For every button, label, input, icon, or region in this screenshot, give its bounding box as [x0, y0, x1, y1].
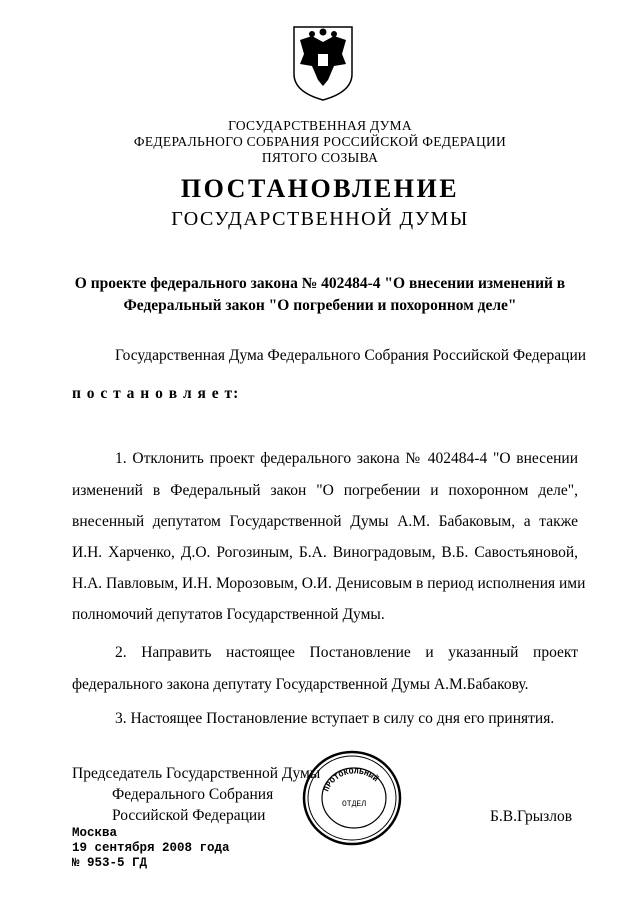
paragraph-1-line: изменений в Федеральный закон "О погребении и похоронном деле", [72, 482, 578, 499]
paragraph-1-line: полномочий депутатов Государственной Думы. [72, 606, 385, 623]
signatory-position: Российской Федерации [112, 807, 266, 824]
signatory-position: Председатель Государственной Думы [72, 765, 321, 782]
paragraph-1-line: 1. Отклонить проект федерального закона № 402484-4 "О внесении [115, 450, 578, 467]
paragraph-2-line: федерального закона депутату Государственной Думы А.М.Бабакову. [72, 676, 529, 693]
document-title: ПОСТАНОВЛЕНИЕ [180, 174, 460, 203]
header-line: ПЯТОГО СОЗЫВА [261, 150, 379, 165]
footer-city: Москва [72, 826, 118, 840]
official-stamp [300, 748, 405, 848]
paragraph-1-line: Н.А. Павловым, И.Н. Морозовым, О.И. Денисовым в период исполнения ими [72, 575, 586, 592]
stamp-ring-text: ПРОТОКОЛЬНЫЙ [322, 767, 380, 794]
signatory-position: Федерального Собрания [112, 786, 274, 803]
footer-date: 19 сентября 2008 года [72, 841, 230, 855]
paragraph-1-line: внесенный депутатом Государственной Думы А.М. Бабаковым, а также [72, 513, 578, 530]
signatory-name: Б.В.Грызлов [490, 808, 573, 825]
paragraph-1-line: И.Н. Харченко, Д.О. Рогозиным, Б.А. Виноградовым, В.Б. Савостьяновой, [72, 544, 578, 561]
paragraph-3: 3. Настоящее Постановление вступает в силу со дня его принятия. [115, 710, 555, 727]
footer-number: № 953-5 ГД [72, 856, 148, 870]
paragraph-2-line: 2. Направить настоящее Постановление и указанный проект [115, 644, 578, 661]
resolves-text: п о с т а н о в л я е т: [72, 385, 240, 402]
subject-line: Федеральный закон "О погребении и похоронном деле" [123, 297, 517, 314]
header-line: ФЕДЕРАЛЬНОГО СОБРАНИЯ РОССИЙСКОЙ ФЕДЕРАЦИИ [133, 134, 507, 149]
intro-text: Государственная Дума Федерального Собрания Российской Федерации [115, 347, 587, 364]
document-subtitle: ГОСУДАРСТВЕННОЙ ДУМЫ [171, 208, 469, 230]
header-line: ГОСУДАРСТВЕННАЯ ДУМА [228, 118, 412, 133]
subject-line: О проекте федерального закона № 402484-4 "О внесении изменений в [74, 275, 566, 292]
stamp-center-text: ОТДЕЛ [341, 800, 367, 809]
svg-text:ПРОТОКОЛЬНЫЙ [322, 767, 379, 793]
coat-of-arms-emblem [290, 24, 356, 102]
